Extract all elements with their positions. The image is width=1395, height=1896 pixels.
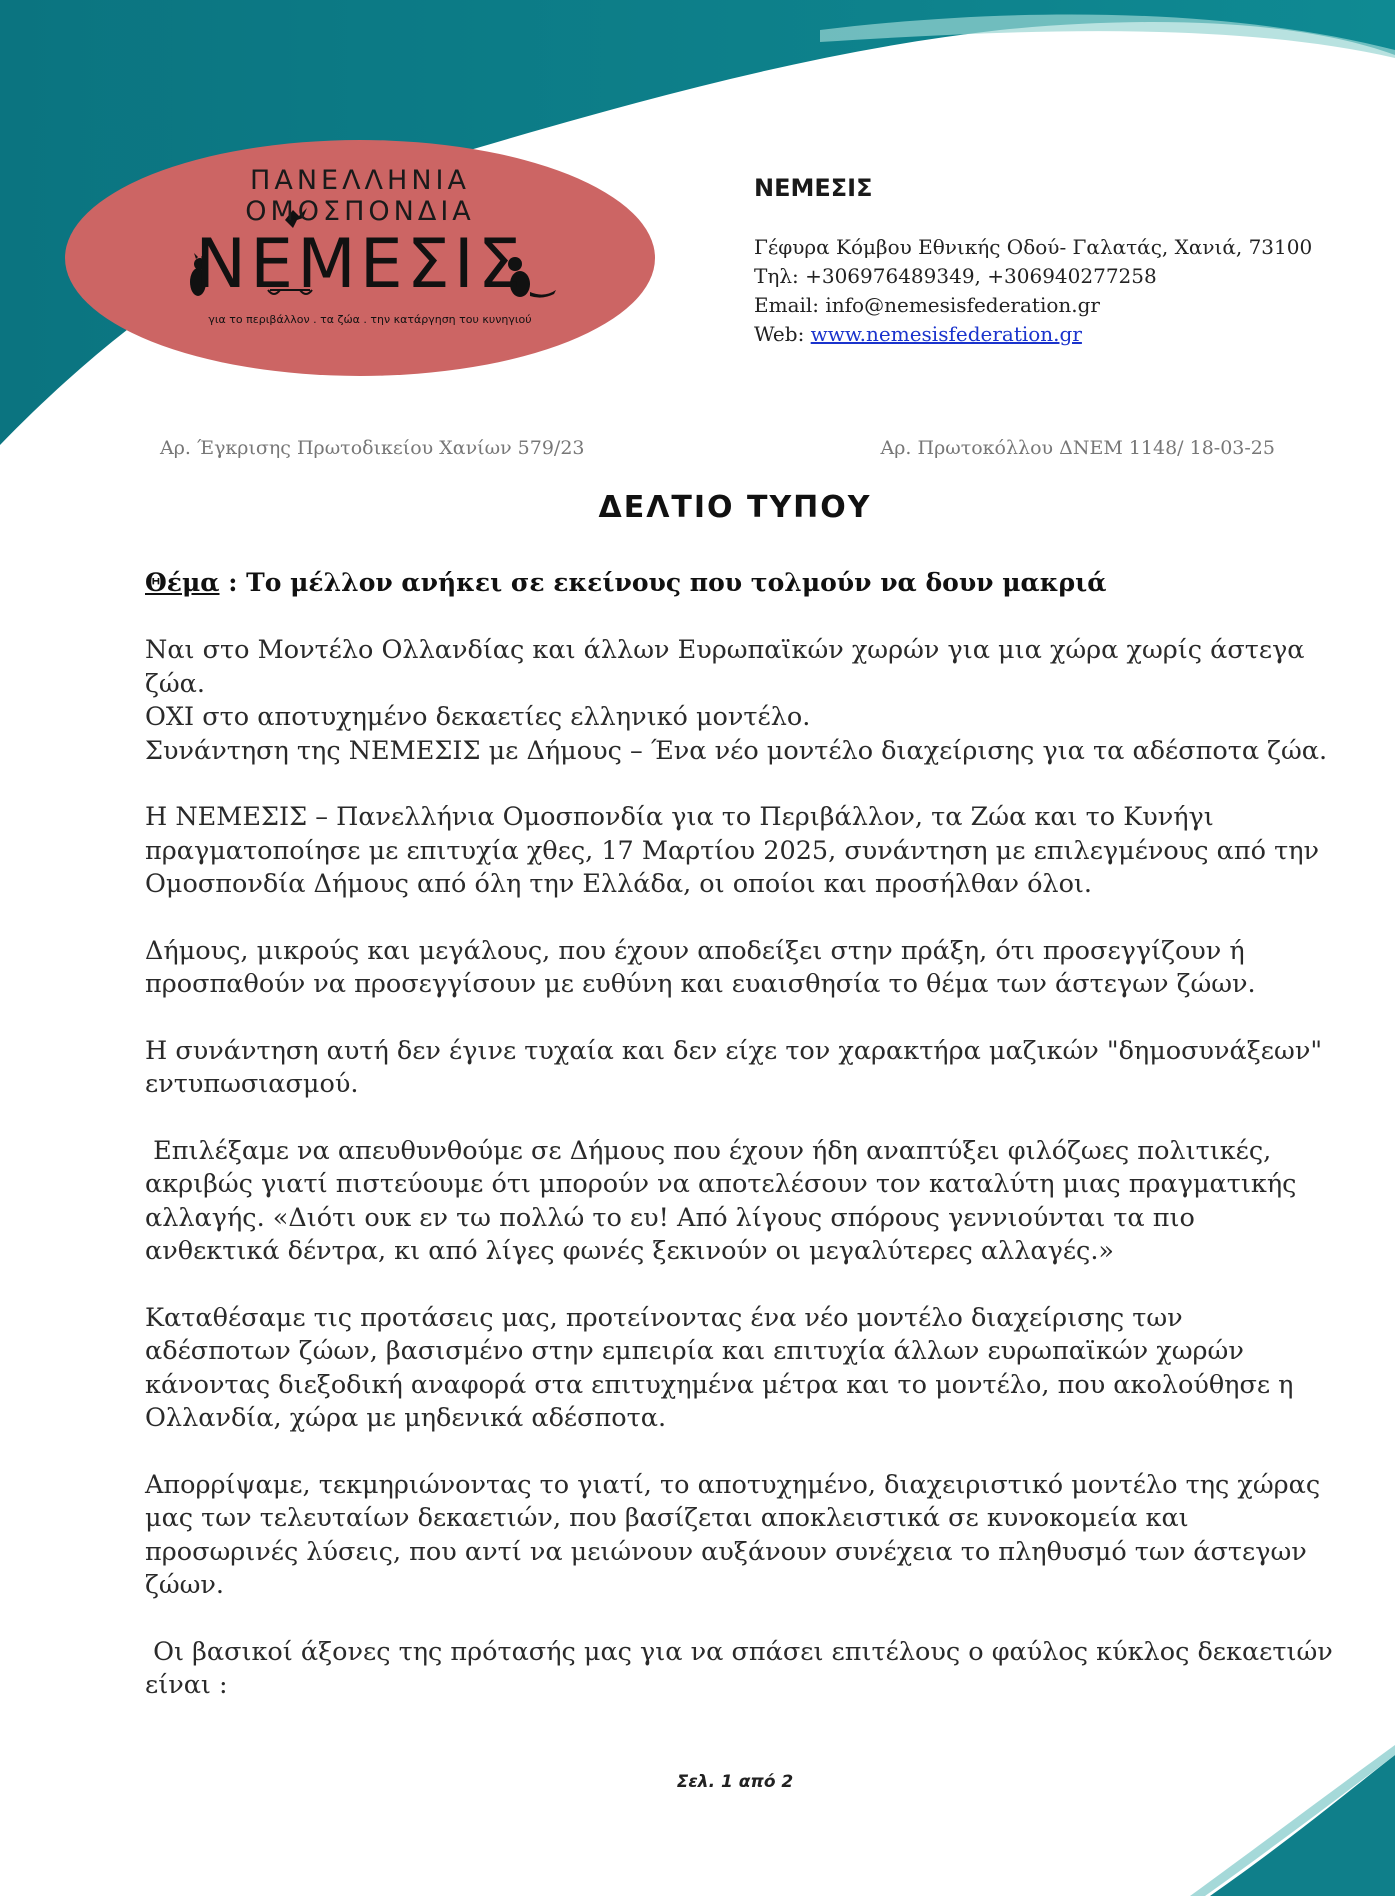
paragraph: Καταθέσαμε τις προτάσεις μας, προτείνοντας ένα νέο μοντέλο διαχείρισης των αδέσποτων ζώων, βασισμένο στην εμπειρία και επιτυχία άλλων ευρωπαϊκών χωρών κάνοντας διεξοδική αναφορά στα επιτυχημένα μέτρα και το μοντέλο, που ακολούθησε η Ολλανδία, χώρα με μηδενικά αδέσποτα. [145,1302,1294,1433]
email: Email: info@nemesisfederation.gr [754,293,1100,317]
logo [60,155,660,385]
paragraph-line: Συνάντηση της ΝΕΜΕΣΙΣ με Δήμους – Ένα νέο μοντέλο διαχείρισης για τα αδέσποτα ζώα. [145,735,1328,766]
subject-line [145,568,1106,597]
letterhead-contact [754,174,1354,349]
logo-name: ΝΕΜΕΣΙΣ [195,225,525,304]
paragraph-line: ΟΧΙ στο αποτυχημένο δεκαετίες ελληνικό μοντέλο. [145,702,811,732]
paragraph: Δήμους, μικρούς και μεγάλους, που έχουν αποδείξει στην πράξη, ότι προσεγγίζουν ή προσπαθούν να προσεγγίσουν με ευθύνη και ευαισθησία το θέμα των άστεγων ζώων. [145,935,1256,999]
phone: Τηλ: +306976489349, +306940277258 [754,264,1157,288]
paragraph: Οι βασικοί άξονες της πρότασής μας για να σπάσει επιτέλους ο φαύλος κύκλος δεκαετιών είναι : [145,1636,1341,1700]
paragraph-line: Ναι στο Μοντέλο Ολλανδίας και άλλων Ευρωπαϊκών χωρών για μια χώρα χωρίς άστεγα ζώα. [145,635,1305,699]
paragraph: Επιλέξαμε να απευθυνθούμε σε Δήμους που έχουν ήδη αναπτύξει φιλόζωες πολιτικές, ακριβώς γιατί πιστεύουμε ότι μπορούν να αποτελέσουν τον καταλύτη μιας πραγματικής αλλαγής. «Διότι ουκ εν τω πολλώ το ευ! Από λίγους σπόρους γεννιούνται τα πιο ανθεκτικά δέντρα, κι από λίγες φωνές ξεκινούν οι μεγαλύτερες αλλαγές.» [145,1135,1305,1266]
web [754,320,1354,349]
address: Γέφυρα Κόμβου Εθνικής Οδού- Γαλατάς, Χανιά, 73100 [754,235,1313,259]
protocol-number: Αρ. Πρωτοκόλλου ΔΝΕΜ 1148/ 18-03-25 [880,437,1275,459]
approval-number: Αρ. Έγκρισης Πρωτοδικείου Χανίων 579/23 [160,437,585,459]
subject-label: Θέμα [145,568,220,597]
document-title: ΔΕΛΤΙΟ ΤΥΠΟΥ [598,490,872,525]
page-number: Σελ. 1 από 2 [676,1772,794,1792]
paragraph: Απορρίψαμε, τεκμηριώνοντας το γιατί, το αποτυχημένο, διαχειριστικό μοντέλο της χώρας μας των τελευταίων δεκαετιών, που βασίζεται αποκλειστικά σε κυνοκομεία και προσωρινές λύσεις, που αντί να μειώνουν αυξάνουν συνέχεια το πληθυσμό των άστεγων ζώων. [145,1469,1321,1600]
subject-text: Το μέλλον ανήκει σε εκείνους που τολμούν να δουν μακριά [246,568,1107,597]
logo-arc-text: ΠΑΝΕΛΛΗΝΙΑ ΟΜΟΣΠΟΝΔΙΑ [245,165,475,227]
org-name: ΝΕΜΕΣΙΣ [754,174,873,202]
paragraph: Η ΝΕΜΕΣΙΣ – Πανελλήνια Ομοσπονδία για το Περιβάλλον, τα Ζώα και το Κυνήγι πραγματοποίησε με επιτυχία χθες, 17 Μαρτίου 2025, συνάντηση με επιλεγμένους από την Ομοσπονδία Δήμους από όλη την Ελλάδα, οι οποίοι και προσήλθαν όλοι. [145,802,1319,899]
reference-numbers [160,437,1275,459]
web-label: Web: [754,322,811,346]
paragraph [145,634,1335,768]
paragraph: Η συνάντηση αυτή δεν έγινε τυχαία και δεν είχε τον χαρακτήρα μαζικών "δημοσυνάξεων" εντυπωσιασμού. [145,1035,1323,1099]
subject-separator: : [219,568,247,597]
document-body [145,634,1341,1736]
logo-slogan: για το περιβάλλον . τα ζώα . την κατάργηση του κυνηγιού [208,313,532,326]
web-link[interactable]: www.nemesisfederation.gr [810,322,1082,346]
